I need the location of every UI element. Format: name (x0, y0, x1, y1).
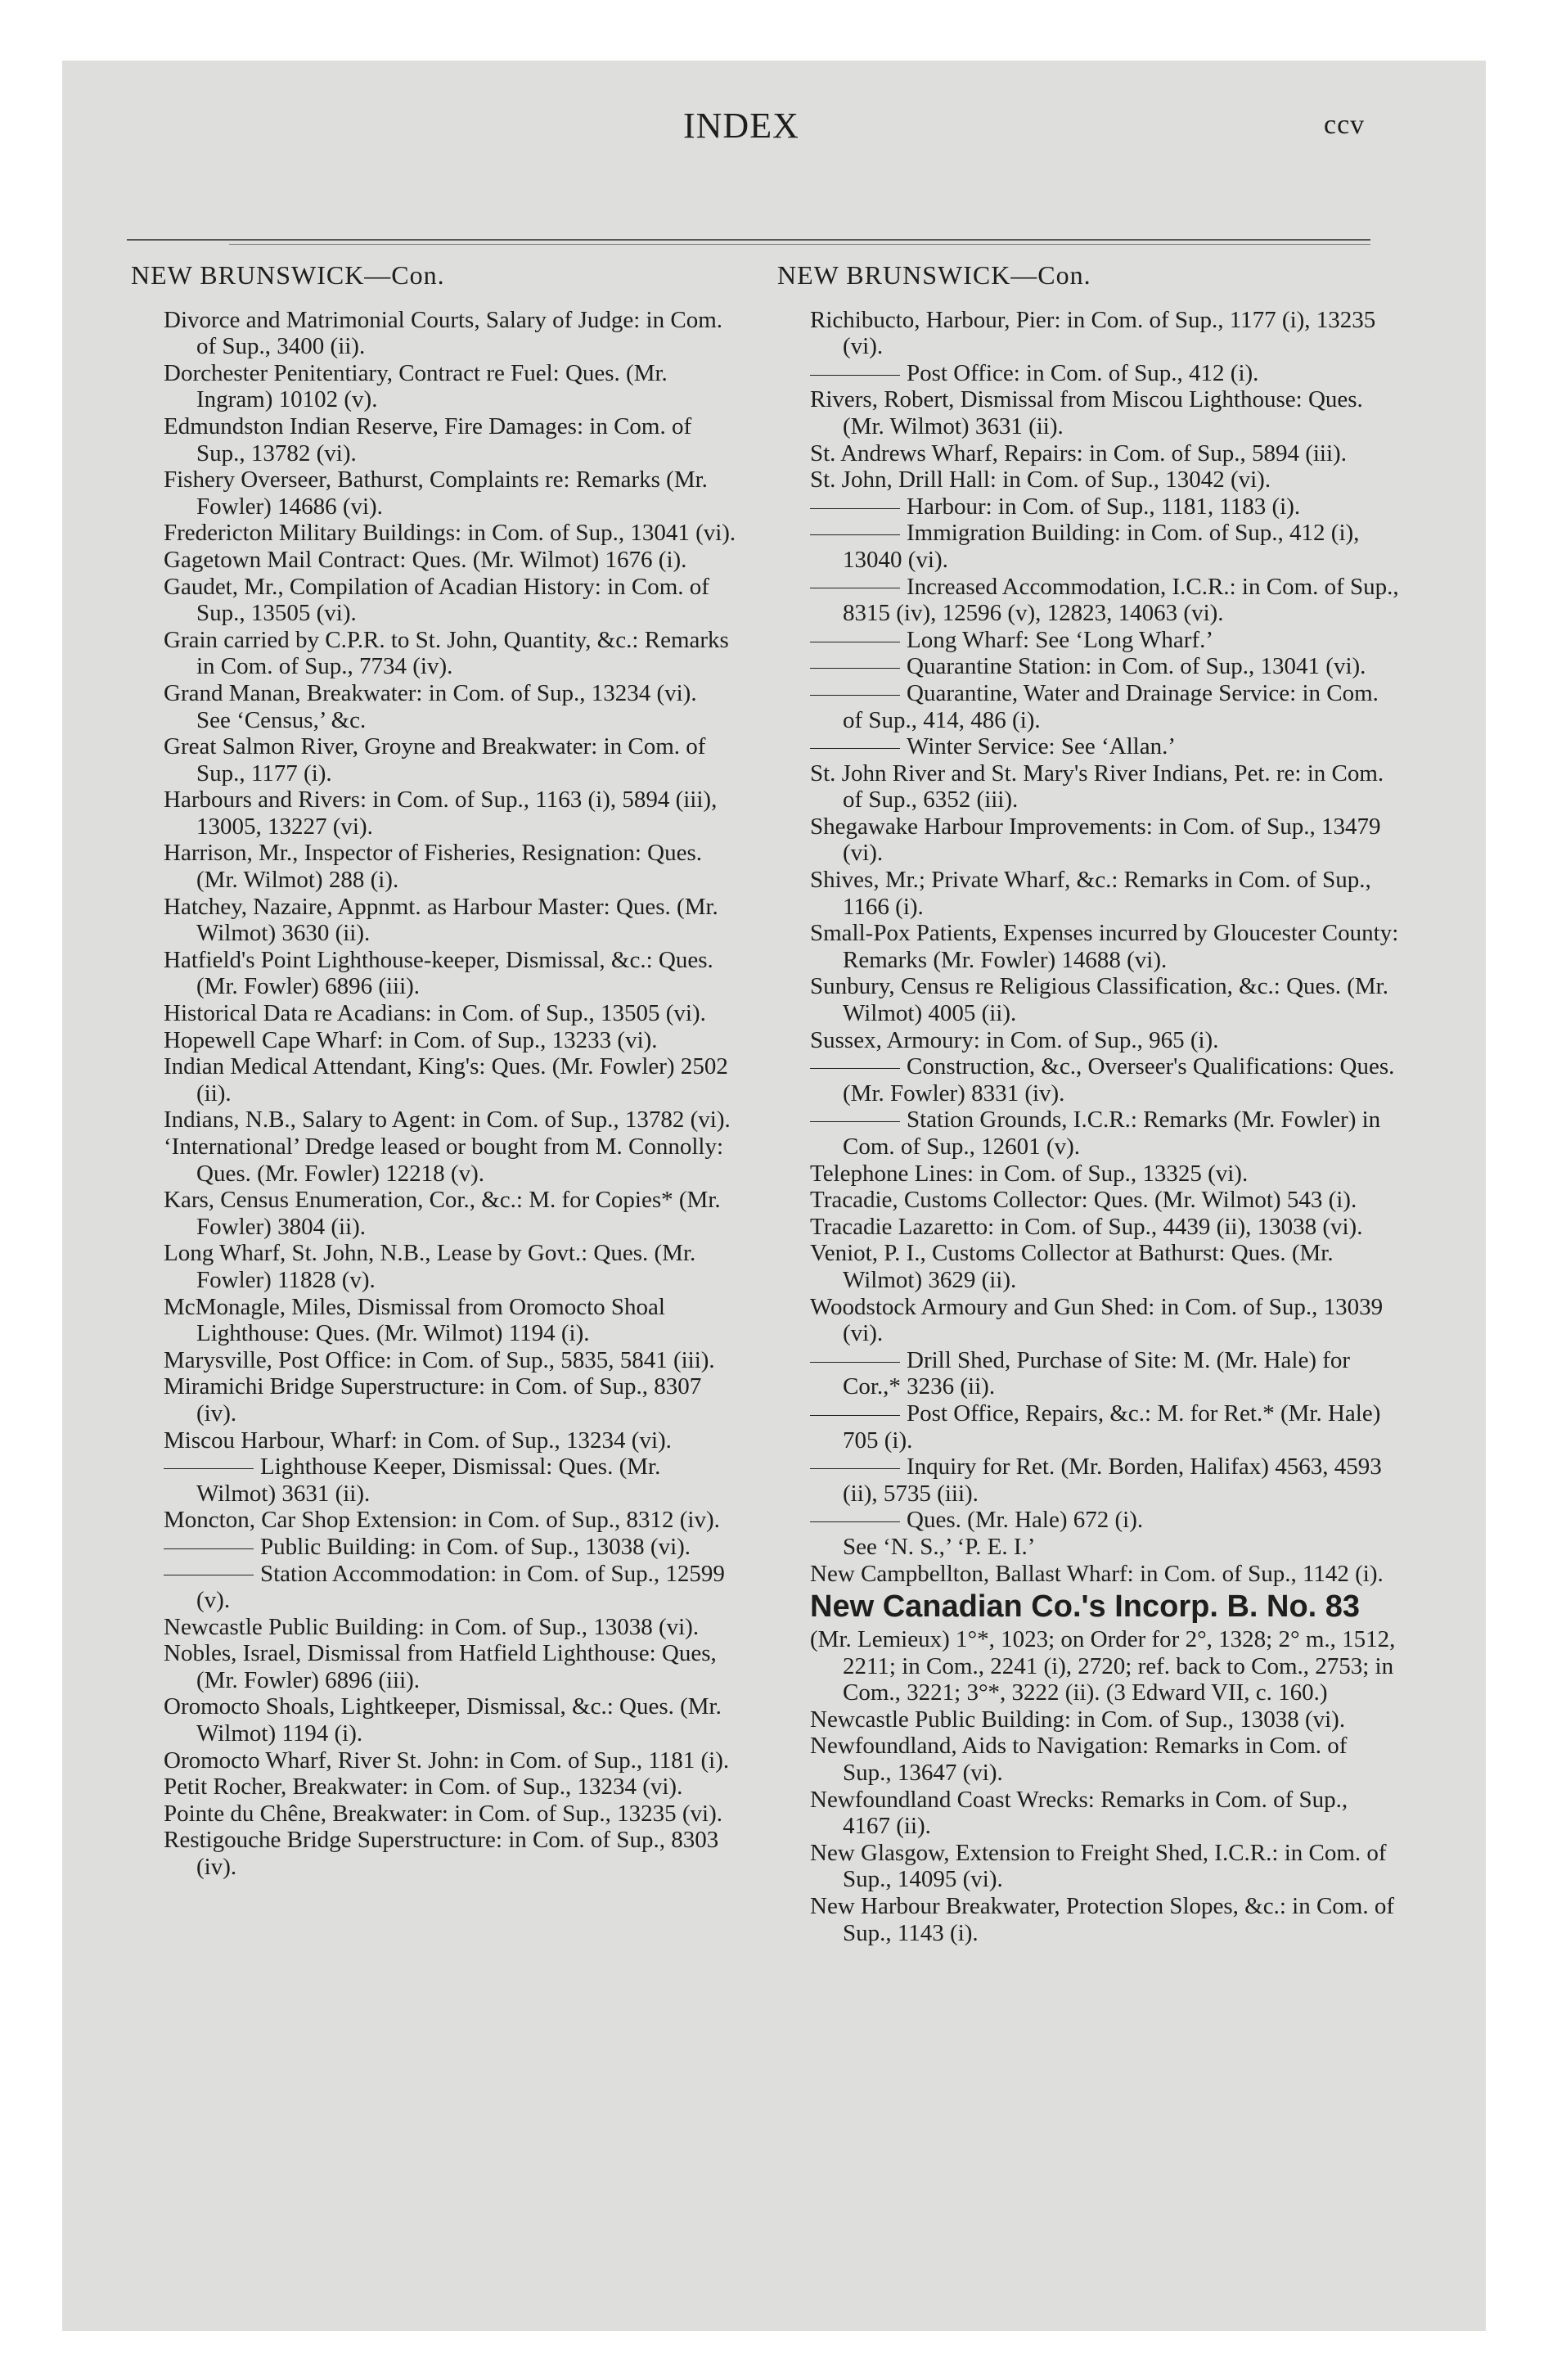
index-entry (810, 1893, 1399, 1946)
entry-text: Newcastle Public Building: in Com. of Sup., 13038 (vi). (164, 1613, 700, 1640)
index-entry (164, 413, 736, 467)
index-entry (810, 1733, 1399, 1786)
entry-text: Gagetown Mail Contract: Ques. (Mr. Wilmot) 1676 (i). (164, 546, 687, 573)
column-heading: NEW BRUNSWICK—Con. (131, 260, 445, 290)
index-entry (164, 1027, 736, 1054)
entry-text: Miramichi Bridge Superstructure: in Com. of Sup., 8307 (iv). (164, 1373, 702, 1427)
entry-text: Edmundston Indian Reserve, Fire Damages: in Com. of Sup., 13782 (vi). (164, 412, 692, 467)
entry-text: Pointe du Chêne, Breakwater: in Com. of Sup., 13235 (vi). (164, 1800, 723, 1827)
entry-text: Station Grounds, I.C.R.: Remarks (Mr. Fowler) in Com. of Sup., 12601 (v). (843, 1107, 1381, 1160)
entry-text: Oromocto Wharf, River St. John: in Com. of Sup., 1181 (i). (164, 1747, 730, 1774)
index-entry (164, 1240, 736, 1293)
index-entry (164, 1373, 736, 1427)
index-entry (164, 1640, 736, 1693)
entry-text: Restigouche Bridge Superstructure: in Com. of Sup., 8303 (iv). (164, 1827, 719, 1881)
index-entry (164, 1747, 736, 1774)
entry-text: Oromocto Shoals, Lightkeeper, Dismissal, &c.: Ques. (Mr. Wilmot) 1194 (i). (164, 1693, 722, 1747)
index-entry (810, 680, 1399, 733)
index-entry (164, 840, 736, 893)
entry-text: Woodstock Armoury and Gun Shed: in Com. of Sup., 13039 (vi). (810, 1293, 1384, 1347)
entry-text: Miscou Harbour, Wharf: in Com. of Sup., 13234 (vi). (164, 1427, 672, 1454)
entry-text: Long Wharf, St. John, N.B., Lease by Govt.: Ques. (Mr. Fowler) 11828 (v). (164, 1240, 696, 1293)
entry-text: Construction, &c., Overseer's Qualifications: Ques. (Mr. Fowler) 8331 (iv). (843, 1053, 1395, 1107)
index-entry (164, 787, 736, 840)
entry-text: Newfoundland Coast Wrecks: Remarks in Com. of Sup., 4167 (ii). (810, 1786, 1348, 1840)
entry-text: Tracadie Lazaretto: in Com. of Sup., 4439 (ii), 13038 (vi). (810, 1213, 1363, 1240)
ditto-dash (164, 1468, 254, 1469)
entry-text: Fredericton Military Buildings: in Com. of Sup., 13041 (vi). (164, 520, 736, 547)
entry-text: Harbours and Rivers: in Com. of Sup., 1163 (i), 5894 (iii), 13005, 13227 (vi). (164, 787, 718, 840)
index-entry (810, 467, 1399, 494)
index-entry (164, 1294, 736, 1347)
entry-text: Tracadie, Customs Collector: Ques. (Mr. Wilmot) 543 (i). (810, 1187, 1357, 1214)
index-entry (810, 1187, 1399, 1214)
index-entry (164, 627, 736, 680)
index-entry (164, 574, 736, 627)
ditto-dash (810, 508, 900, 509)
index-entry (164, 894, 736, 947)
index-entry (810, 1561, 1399, 1588)
entry-text: Dorchester Penitentiary, Contract re Fuel: Ques. (Mr. Ingram) 10102 (v). (164, 359, 668, 413)
entry-text: Grain carried by C.P.R. to St. John, Quantity, &c.: Remarks in Com. of Sup., 7734 (iv). (164, 626, 729, 680)
index-entry (164, 547, 736, 574)
entry-text: Lighthouse Keeper, Dismissal: Ques. (Mr. Wilmot) 3631 (ii). (196, 1454, 661, 1507)
index-entry (164, 360, 736, 413)
entry-text: Drill Shed, Purchase of Site: M. (Mr. Hale) for Cor.,* 3236 (ii). (843, 1346, 1351, 1400)
entry-text: Increased Accommodation, I.C.R.: in Com. of Sup., 8315 (iv), 12596 (v), 12823, 14063 (vi). (843, 573, 1399, 627)
entry-text: Rivers, Robert, Dismissal from Miscou Lighthouse: Ques. (Mr. Wilmot) 3631 (ii). (810, 386, 1363, 439)
entry-text: Station Accommodation: in Com. of Sup., 12599 (v). (196, 1560, 725, 1614)
entry-text: See ‘N. S.,’ ‘P. E. I.’ (843, 1533, 1036, 1560)
index-entry (810, 1240, 1399, 1293)
index-entry (810, 814, 1399, 867)
entry-text: Shives, Mr.; Private Wharf, &c.: Remarks in Com. of Sup., 1166 (i). (810, 867, 1371, 920)
index-entry (810, 1347, 1399, 1400)
index-entry (164, 1801, 736, 1828)
ditto-dash (810, 1468, 900, 1469)
index-entry (810, 440, 1399, 467)
left-column (131, 262, 736, 1881)
entry-text: Immigration Building: in Com. of Sup., 412 (i), 13040 (vi). (843, 520, 1360, 573)
column-heading: NEW BRUNSWICK—Con. (777, 260, 1091, 290)
index-entry (810, 360, 1399, 387)
ditto-dash (810, 668, 900, 669)
index-entry (810, 520, 1399, 573)
entry-text: Quarantine Station: in Com. of Sup., 13041 (vi). (907, 653, 1366, 680)
index-entry (164, 467, 736, 520)
index-entry (164, 1561, 736, 1614)
entry-text: Great Salmon River, Groyne and Breakwater: in Com. of Sup., 1177 (i). (164, 733, 706, 787)
entry-text: Petit Rocher, Breakwater: in Com. of Sup., 13234 (vi). (164, 1774, 683, 1801)
index-entry (810, 1787, 1399, 1840)
index-entry (810, 1706, 1399, 1733)
index-entry (810, 1507, 1399, 1534)
entry-text: Shegawake Harbour Improvements: in Com. of Sup., 13479 (vi). (810, 813, 1381, 867)
entry-text: New Harbour Breakwater, Protection Slopes, &c.: in Com. of Sup., 1143 (i). (810, 1893, 1395, 1946)
entry-text: McMonagle, Miles, Dismissal from Oromocto Shoal Lighthouse: Ques. (Mr. Wilmot) 1194 (i). (164, 1293, 665, 1347)
entry-text: ‘International’ Dredge leased or bought from M. Connolly: Ques. (Mr. Fowler) 12218 (v). (164, 1134, 724, 1187)
index-entry (810, 733, 1399, 760)
entry-text: Harbour: in Com. of Sup., 1181, 1183 (i). (907, 493, 1301, 520)
entry-text: Marysville, Post Office: in Com. of Sup., 5835, 5841 (iii). (164, 1346, 715, 1373)
ditto-dash (810, 695, 900, 696)
page-number: ccv (1324, 110, 1366, 140)
ditto-dash (810, 1415, 900, 1416)
index-entry (164, 1534, 736, 1561)
entry-text: Veniot, P. I., Customs Collector at Bathurst: Ques. (Mr. Wilmot) 3629 (ii). (810, 1240, 1334, 1293)
index-heading-entry (810, 1587, 1399, 1626)
entry-text: Hatfield's Point Lighthouse-keeper, Dismissal, &c.: Ques. (Mr. Fowler) 6896 (iii). (164, 946, 713, 1000)
entry-text: See ‘Census,’ &c. (196, 706, 367, 733)
entry-text: Divorce and Matrimonial Courts, Salary of Judge: in Com. of Sup., 3400 (ii). (164, 306, 723, 360)
index-entry (164, 1693, 736, 1747)
entry-text: Ques. (Mr. Hale) 672 (i). (907, 1507, 1144, 1534)
index-entry (164, 307, 736, 360)
index-entry (164, 1614, 736, 1641)
index-entry (164, 1347, 736, 1374)
index-entry (810, 1053, 1399, 1107)
entry-text: Richibucto, Harbour, Pier: in Com. of Sup., 1177 (i), 13235 (vi). (810, 306, 1376, 360)
index-entry (810, 307, 1399, 360)
entry-text: New Glasgow, Extension to Freight Shed, I.C.R.: in Com. of Sup., 14095 (vi). (810, 1839, 1387, 1893)
index-entry (810, 1294, 1399, 1347)
entry-text: Small-Pox Patients, Expenses incurred by Gloucester County: Remarks (Mr. Fowler) 14688 (vi). (810, 920, 1399, 973)
entry-text: Fishery Overseer, Bathurst, Complaints re: Remarks (Mr. Fowler) 14686 (vi). (164, 467, 708, 520)
entry-text: Grand Manan, Breakwater: in Com. of Sup., 13234 (vi). (164, 679, 697, 706)
index-entry (164, 1507, 736, 1534)
index-entry (164, 1000, 736, 1027)
entry-text: Post Office: in Com. of Sup., 412 (i). (907, 359, 1259, 386)
entry-text: Historical Data re Acadians: in Com. of Sup., 13505 (vi). (164, 1000, 706, 1027)
index-entry (164, 1187, 736, 1240)
entry-text: New Campbellton, Ballast Wharf: in Com. of Sup., 1142 (i). (810, 1560, 1384, 1587)
index-entry (164, 1053, 736, 1107)
index-entry (164, 1107, 736, 1134)
index-entry (810, 653, 1399, 680)
index-entry (810, 1107, 1399, 1160)
running-title: INDEX (683, 106, 799, 146)
ditto-dash (810, 375, 900, 376)
entry-text: Hopewell Cape Wharf: in Com. of Sup., 13233 (vi). (164, 1026, 658, 1053)
index-entry (164, 1134, 736, 1187)
entry-text: Gaudet, Mr., Compilation of Acadian History: in Com. of Sup., 13505 (vi). (164, 573, 709, 627)
entry-text: Inquiry for Ret. (Mr. Borden, Halifax) 4563, 4593 (ii), 5735 (iii). (843, 1454, 1382, 1507)
header-rule (127, 239, 1370, 241)
index-entry (810, 920, 1399, 973)
entry-text: St. John River and St. Mary's River Indians, Pet. re: in Com. of Sup., 6352 (iii). (810, 760, 1384, 814)
entry-text: Sussex, Armoury: in Com. of Sup., 965 (i). (810, 1026, 1219, 1053)
ditto-dash (810, 1121, 900, 1122)
ditto-dash (810, 748, 900, 749)
ditto-dash (810, 1521, 900, 1522)
index-entry (810, 1454, 1399, 1507)
index-entry (164, 1427, 736, 1454)
header-rule-thin (229, 244, 1370, 245)
entry-text: Nobles, Israel, Dismissal from Hatfield Lighthouse: Ques, (Mr. Fowler) 6896 (iii). (164, 1640, 717, 1693)
index-entry (810, 494, 1399, 521)
entry-text: Winter Service: See ‘Allan.’ (907, 733, 1176, 760)
index-entry (164, 947, 736, 1000)
index-entry (810, 973, 1399, 1026)
ditto-dash (810, 1068, 900, 1069)
index-entry (810, 627, 1399, 654)
entry-text: Newfoundland, Aids to Navigation: Remarks in Com. of Sup., 13647 (vi). (810, 1733, 1348, 1787)
entry-text: Newcastle Public Building: in Com. of Sup., 13038 (vi). (810, 1706, 1346, 1733)
index-entry (810, 386, 1399, 439)
ditto-dash (164, 1548, 254, 1549)
index-entry (810, 1626, 1399, 1706)
entry-text: Indians, N.B., Salary to Agent: in Com. of Sup., 13782 (vi). (164, 1107, 731, 1134)
index-entry (164, 1827, 736, 1880)
entry-text: Long Wharf: See ‘Long Wharf.’ (907, 626, 1213, 653)
ditto-dash (810, 534, 900, 535)
entry-text: Quarantine, Water and Drainage Service: in Com. of Sup., 414, 486 (i). (843, 679, 1379, 733)
index-entry (810, 1027, 1399, 1054)
index-entry (164, 1454, 736, 1507)
entry-text: Harrison, Mr., Inspector of Fisheries, Resignation: Ques. (Mr. Wilmot) 288 (i). (164, 840, 703, 894)
index-entry (164, 520, 736, 547)
entry-text: Post Office, Repairs, &c.: M. for Ret.* (Mr. Hale) 705 (i). (843, 1400, 1381, 1454)
index-entry (810, 574, 1399, 627)
index-entry (810, 1840, 1399, 1893)
entry-text: Indian Medical Attendant, King's: Ques. (Mr. Fowler) 2502 (ii). (164, 1053, 728, 1107)
index-entry (164, 680, 736, 707)
index-entry (810, 760, 1399, 814)
entry-text: Sunbury, Census re Religious Classification, &c.: Ques. (Mr. Wilmot) 4005 (ii). (810, 973, 1388, 1027)
index-entry (810, 1161, 1399, 1188)
entry-text: New Canadian Co.'s Incorp. B. No. 83 (810, 1589, 1361, 1625)
index-entry (164, 1774, 736, 1801)
entry-text: Telephone Lines: in Com. of Sup., 13325 (vi). (810, 1160, 1249, 1187)
entry-text: (Mr. Lemieux) 1°*, 1023; on Order for 2°, 1328; 2° m., 1512, 2211; in Com., 2241 (i), 2720; ref. back to Com., 2753; in Com., 3221; 3°*, 3222 (ii). (3 Edward VII, c. 160.) (810, 1626, 1396, 1706)
entry-text: Public Building: in Com. of Sup., 13038 (vi). (260, 1533, 691, 1560)
entry-text: St. John, Drill Hall: in Com. of Sup., 13042 (vi). (810, 467, 1271, 494)
index-entry (810, 1214, 1399, 1241)
entry-text: Hatchey, Nazaire, Appnmt. as Harbour Master: Ques. (Mr. Wilmot) 3630 (ii). (164, 893, 718, 947)
ditto-dash (810, 1362, 900, 1363)
index-entry (196, 707, 736, 734)
index-entry (810, 867, 1399, 920)
index-entry (843, 1534, 1399, 1561)
index-entry (810, 1400, 1399, 1454)
index-entry (164, 733, 736, 787)
entry-text: St. Andrews Wharf, Repairs: in Com. of Sup., 5894 (iii). (810, 439, 1347, 467)
entry-text: Kars, Census Enumeration, Cor., &c.: M. for Copies* (Mr. Fowler) 3804 (ii). (164, 1187, 721, 1240)
entry-text: Moncton, Car Shop Extension: in Com. of Sup., 8312 (iv). (164, 1507, 720, 1534)
right-column (777, 262, 1399, 1946)
